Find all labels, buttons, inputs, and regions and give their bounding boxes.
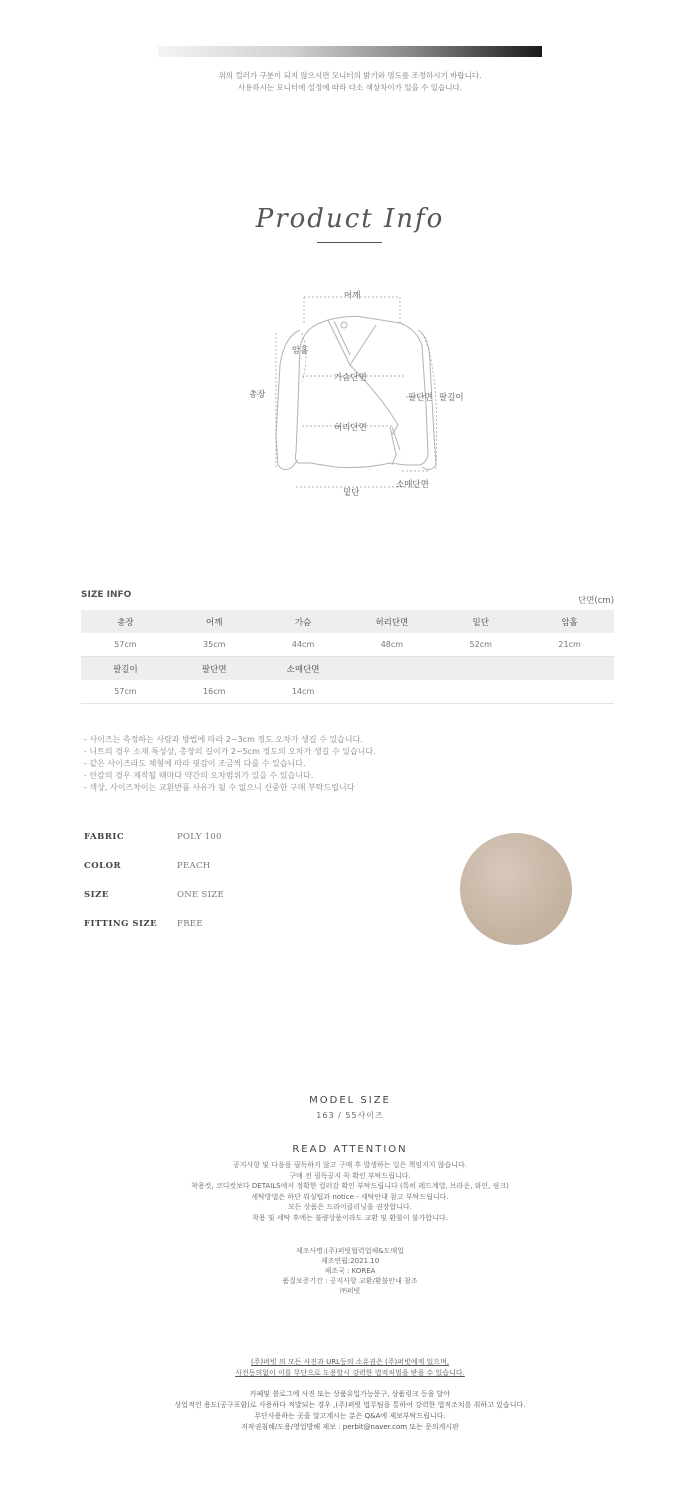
size-value-cell: 35cm — [170, 633, 259, 657]
copyright-line: (주)퍼빗 의 모든 사진과 URL등의 소유권은 (주)퍼빗에게 있으며, — [250, 1358, 450, 1366]
size-info-title: SIZE INFO — [81, 590, 132, 600]
title-underline — [317, 242, 382, 243]
size-header-cell: 팔단면 — [170, 657, 259, 681]
warning-line: 상업적인 용도(공구포함)로 사용하다 적발되는 경우 ,(주)퍼빗 법무팀을 통하여 강력한 법적조치를 취하고 있습니다. — [174, 1401, 526, 1409]
manufacturer-line: ㈜퍼빗 — [339, 1287, 361, 1295]
size-header-row — [81, 657, 614, 681]
size-value-cell: 48cm — [347, 633, 436, 657]
spec-fabric-key: FABRIC — [84, 832, 125, 842]
attention-line: 구매 전 필독공지 꼭 확인 부탁드립니다. — [289, 1171, 411, 1180]
monitor-notice-line-2: 사용하시는 모니터에 설정에 따라 다소 색상차이가 있을 수 있습니다. — [237, 83, 463, 92]
note-line: - 색상, 사이즈차이는 교환반품 사유가 될 수 없으니 신중한 구매 부탁드립니다 — [84, 783, 355, 792]
model-size-title: MODEL SIZE — [309, 1095, 391, 1106]
size-header-cell: 밑단 — [436, 610, 525, 633]
warning-line: 카페및 블로그에 사진 또는 상품유입가능문구, 상품링크 등을 달아 — [249, 1390, 451, 1398]
read-attention-text — [0, 1160, 700, 1223]
size-value-cell — [525, 680, 614, 704]
size-value-cell: 16cm — [170, 680, 259, 704]
size-header-cell: 소매단면 — [259, 657, 348, 681]
note-line: - 같은 사이즈라도 체형에 따라 핏감이 조금씩 다를 수 있습니다. — [84, 759, 306, 768]
manufacturer-info — [0, 1246, 700, 1296]
size-header-row — [81, 610, 614, 633]
size-table — [81, 610, 614, 704]
label-shoulder: 어깨 — [344, 291, 361, 301]
size-unit: 단면(cm) — [578, 596, 615, 606]
size-value-cell: 44cm — [259, 633, 348, 657]
attention-line: 세탁방법은 하단 워싱팁과 notice - 세탁안내 참고 부탁드립니다. — [251, 1192, 449, 1201]
attention-line: 공지사항 및 다음을 필독하지 않고 구매 후 발생하는 일은 책임지지 않습니다. — [232, 1161, 468, 1169]
copyright-line: 사전동의없이 이를 무단으로 도용할시 강력한 법적처벌을 받을 수 있습니다. — [235, 1369, 465, 1377]
garment-sketch — [240, 285, 470, 500]
product-info-title: Product Info — [255, 204, 445, 234]
model-size-value: 163 / 55사이즈 — [316, 1111, 384, 1120]
size-value-cell: 14cm — [259, 680, 348, 704]
note-line: - 안감의 경우 제작될 때마다 약간의 오차범위가 있을 수 있습니다. — [84, 771, 314, 780]
size-header-cell: 암홀 — [525, 610, 614, 633]
attention-line: 모든 상품은 드라이클리닝을 권장합니다. — [288, 1203, 412, 1211]
label-waist: 허리단면 — [334, 423, 367, 433]
manufacturer-line: 제조사명:(주)퍼빗협력업체&도매업 — [296, 1247, 404, 1255]
size-value-cell — [436, 680, 525, 704]
size-notes — [84, 734, 376, 794]
copyright-warning — [0, 1389, 700, 1433]
spec-fitting-key: FITTING SIZE — [84, 919, 158, 929]
size-header-cell — [525, 657, 614, 681]
attention-line: 착용 및 세탁 후에는 불량상품이라도 교환 및 환불이 불가합니다. — [252, 1213, 448, 1222]
label-chest: 가슴단면 — [334, 373, 367, 383]
read-attention-title: READ ATTENTION — [292, 1144, 408, 1155]
warning-line: 무단사용하는 곳을 알고계시는 분은 Q&A에 제보부탁드립니다. — [254, 1412, 446, 1420]
size-header-cell: 어깨 — [170, 610, 259, 633]
spec-color-key: COLOR — [84, 861, 122, 871]
size-header-cell — [347, 657, 436, 681]
size-header-cell: 가슴 — [259, 610, 348, 633]
size-value-cell — [347, 680, 436, 704]
label-hem: 밑단 — [343, 488, 360, 498]
spec-color-value: PEACH — [177, 861, 211, 871]
size-value-cell: 52cm — [436, 633, 525, 657]
spec-size-key: SIZE — [84, 890, 109, 900]
label-length: 총장 — [249, 390, 266, 400]
fabric-color-swatch — [460, 833, 572, 945]
size-value-cell: 57cm — [81, 680, 170, 704]
label-sleeve-length: 팔길이 — [439, 393, 464, 403]
manufacturer-line: 품질보증기간 : 공지사항 교환/환불안내 참조 — [282, 1277, 418, 1285]
spec-fitting-value: FREE — [177, 919, 203, 929]
note-line: - 사이즈는 측정하는 사람과 방법에 따라 2~3cm 정도 오차가 생길 수 있습니다. — [84, 735, 363, 744]
manufacturer-line: 제조국 : KOREA — [324, 1267, 376, 1275]
size-header-cell: 팔길이 — [81, 657, 170, 681]
warning-line: 저작권침해/도용/영업방해 제보 : perbit@naver.com 또는 문의게시판 — [241, 1423, 459, 1431]
brightness-gradient-bar — [158, 46, 542, 57]
spec-size-value: ONE SIZE — [177, 890, 225, 900]
copyright-notice — [0, 1357, 700, 1379]
label-cuff: 소매단면 — [396, 480, 429, 490]
label-upper-arm: 팔단면 — [408, 393, 433, 403]
size-value-row — [81, 680, 614, 704]
size-value-cell: 57cm — [81, 633, 170, 657]
size-header-cell: 허리단면 — [347, 610, 436, 633]
note-line: - 니트의 경우 소재 특성상, 총장의 길이가 2~5cm 정도의 오차가 생길 수 있습니다. — [84, 747, 376, 756]
manufacturer-line: 제조연월:2021.10 — [320, 1257, 380, 1265]
size-value-row — [81, 633, 614, 657]
size-value-cell: 21cm — [525, 633, 614, 657]
monitor-notice-line-1: 위의 컬러가 구분이 되지 않으시면 모니터의 밝기와 명도를 조정하시기 바랍니다. — [218, 71, 482, 80]
size-header-cell: 총장 — [81, 610, 170, 633]
size-header-cell — [436, 657, 525, 681]
garment-diagram — [240, 285, 470, 500]
attention-line: 착용컷, 코디컷보다 DETAILS에서 정확한 컬러감 확인 부탁드립니다 (특히 레드계열, 브라운, 와인, 핑크) — [191, 1182, 509, 1190]
label-armhole: 암홀 — [292, 346, 309, 356]
spec-fabric-value: POLY 100 — [177, 832, 222, 842]
monitor-notice — [0, 70, 700, 94]
